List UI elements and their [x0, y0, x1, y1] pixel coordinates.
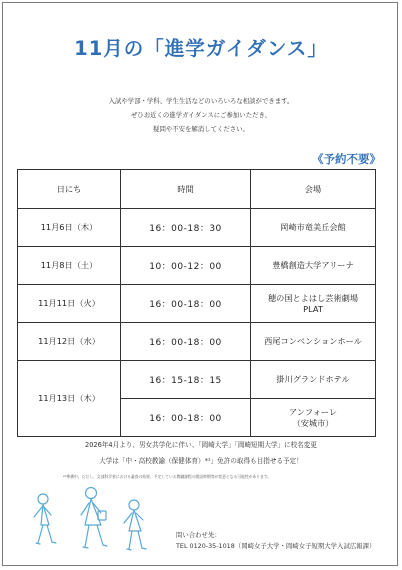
row-date: 11月11日（火） [18, 285, 121, 323]
row-time: 16：15-18：15 [121, 361, 251, 399]
row-date: 11月6日（木） [18, 209, 121, 247]
header-venue: 会場 [251, 170, 376, 209]
row-venue [251, 285, 376, 323]
students-walking-illustration [21, 485, 161, 559]
table-row [18, 361, 376, 399]
page-title: 11月の「進学ガイダンス」 [74, 37, 328, 60]
venue-sub: PLAT [303, 304, 323, 314]
venue-sub: （安城市） [292, 417, 334, 428]
table-header-row [18, 170, 376, 209]
venue-name: 穂の国とよはし芸術劇場 [267, 293, 359, 303]
intro-text [3, 94, 399, 136]
row-time: 16：00-18：30 [121, 209, 251, 247]
row-venue [251, 399, 376, 437]
venue-name: アンフォーレ [288, 406, 338, 417]
contact-tel: TEL 0120-35-1018（岡崎女子大学・岡崎女子短期大学入試広報課） [176, 542, 376, 550]
row-venue: 西尾コンベンションホール [251, 323, 376, 361]
no-reservation-label: 《予約不要》 [312, 152, 381, 166]
schedule-table [17, 169, 376, 437]
header-time: 時間 [121, 170, 251, 209]
row-venue: 岡崎市竜美丘会館 [251, 209, 376, 247]
header-date: 日にち [18, 170, 121, 209]
license-notice: 大学は「中・高校教諭（保健体育）*¹」免許の取得も目指せる予定！ [99, 457, 303, 465]
table-row [18, 323, 376, 361]
rename-notice: 2026年4月より、男女共学化に伴い、「岡崎大学」「岡崎短期大学」に校名変更 [85, 441, 317, 449]
table-row [18, 247, 376, 285]
row-date: 11月13日（木） [18, 361, 121, 437]
table-row [18, 285, 376, 323]
table-row [18, 209, 376, 247]
row-time: 16：00-18：00 [121, 399, 251, 437]
row-date: 11月12日（水） [18, 323, 121, 361]
intro-line: ぜひお近くの進学ガイダンスにご参加いただき、 [130, 111, 272, 119]
intro-line: 入試や学部・学科、学生生活などのいろいろな相談ができます。 [108, 97, 294, 105]
row-time: 16：00-18：00 [121, 285, 251, 323]
intro-line: 疑問や不安を解消してください。 [153, 125, 249, 133]
flyer-page [2, 2, 398, 566]
footnote: *¹準備中。ただし、文部科学省における審査の結果、予定している教職課程の開設時期等が変更となる可能性があります。 [63, 474, 272, 479]
row-venue: 掛川グランドホテル [251, 361, 376, 399]
row-time: 16：00-18：00 [121, 323, 251, 361]
row-time: 10：00-12：00 [121, 247, 251, 285]
row-date: 11月8日（土） [18, 247, 121, 285]
row-venue: 豊橋創造大学アリーナ [251, 247, 376, 285]
contact-label: 問い合わせ先： [176, 531, 221, 539]
